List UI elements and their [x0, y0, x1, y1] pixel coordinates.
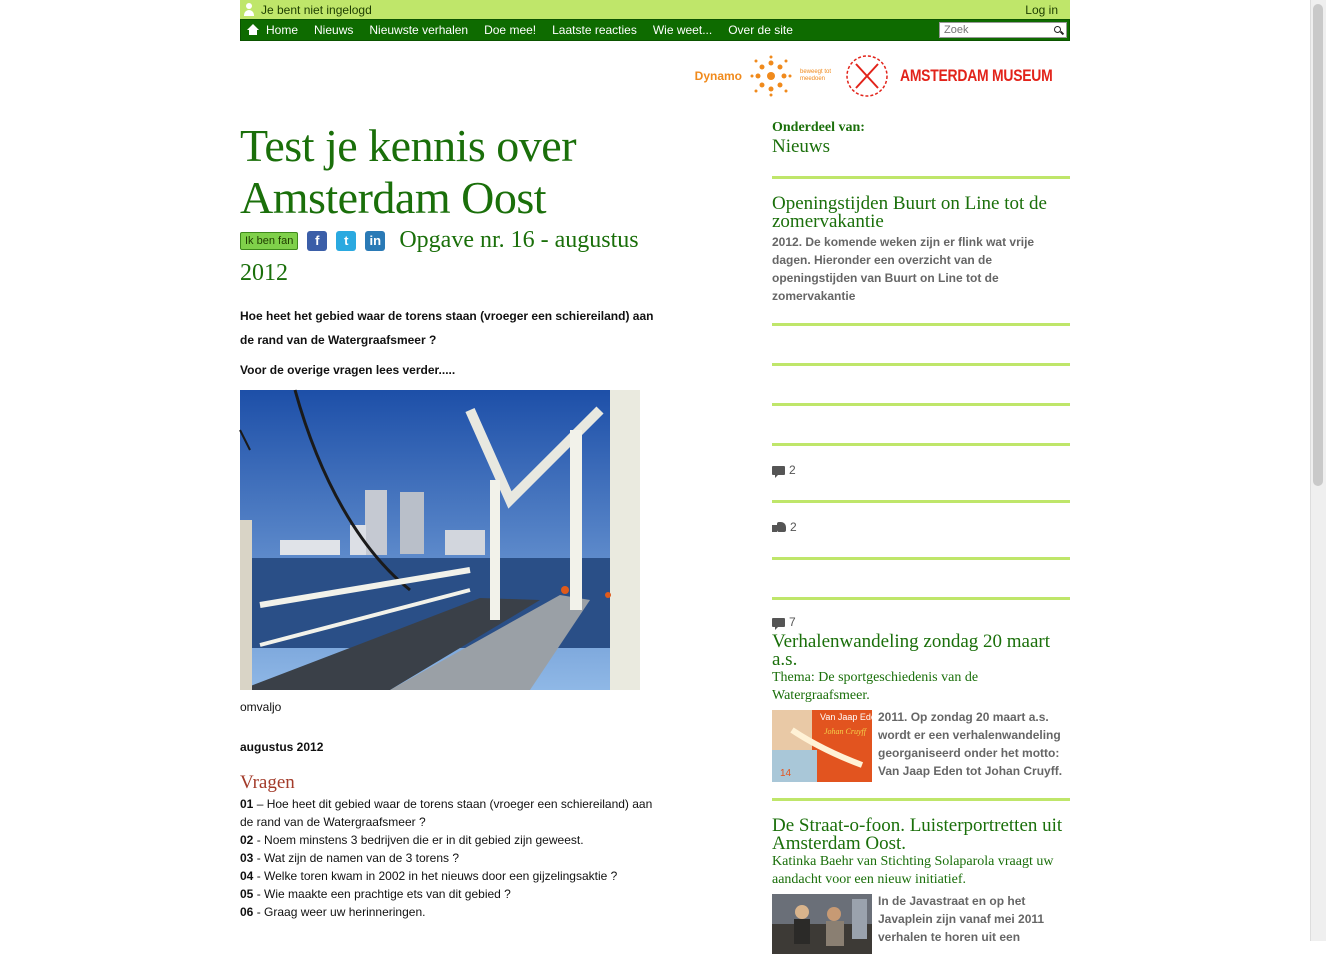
- sidebar-divider: [772, 363, 1070, 366]
- facebook-icon[interactable]: f: [307, 231, 327, 251]
- login-status-text: Je bent niet ingelogd: [261, 2, 372, 17]
- article-photo[interactable]: [240, 390, 640, 690]
- likes-stat[interactable]: [772, 520, 1070, 534]
- svg-text:Johan Cruyff: Johan Cruyff: [824, 727, 866, 736]
- likes-count: 2: [790, 520, 797, 534]
- main-nav: [240, 19, 1070, 41]
- part-of-label: Onderdeel van:: [772, 120, 865, 135]
- dynamo-logo-icon[interactable]: [750, 55, 792, 97]
- comments-count: 2: [789, 463, 796, 477]
- fan-button[interactable]: Ik ben fan: [240, 232, 298, 250]
- comment-icon: [772, 466, 785, 475]
- sidebar-divider: [772, 323, 1070, 326]
- sidebar-item-title[interactable]: Openingstijden Buurt on Line tot de zomervakantie: [772, 193, 1047, 232]
- twitter-icon[interactable]: t: [336, 231, 356, 251]
- login-status: [240, 3, 372, 17]
- article-intro: Hoe heet het gebied waar de torens staan (vroeger een schiereiland) aan de rand van de Watergraafsmeer ?: [240, 309, 654, 347]
- nav-laatste-reacties[interactable]: Laatste reacties: [552, 23, 637, 37]
- question-item: 05 - Wie maakte een prachtige ets van dit gebied ?: [240, 887, 511, 901]
- search-box: [939, 22, 1067, 38]
- sidebar-item-body: [772, 706, 1070, 782]
- questions-heading: Vragen: [240, 772, 295, 793]
- comment-icon: [772, 618, 785, 627]
- sidebar-item-title[interactable]: De Straat-o-foon. Luisterportretten uit Amsterdam Oost.: [772, 815, 1063, 854]
- user-icon: [243, 3, 255, 16]
- nav-wie-weet[interactable]: Wie weet...: [652, 23, 713, 37]
- partner-logos: [695, 52, 1070, 100]
- question-item: 03 - Wat zijn de namen van de 3 torens ?: [240, 851, 460, 865]
- question-item: 04 - Welke toren kwam in 2002 in het nieuws door een gijzelingsaktie ?: [240, 869, 618, 883]
- comments-stat[interactable]: [772, 615, 1070, 629]
- question-item: 02 - Noem minstens 3 bedrijven die er in dit gebied zijn geweest.: [240, 833, 584, 847]
- sidebar-divider: [772, 597, 1070, 600]
- sidebar-item: [772, 817, 1070, 954]
- sidebar: [772, 120, 1070, 954]
- sidebar-divider: [772, 443, 1070, 446]
- part-of-link[interactable]: Nieuws: [772, 136, 831, 157]
- search-input[interactable]: [940, 24, 1052, 36]
- sidebar-item-thumbnail[interactable]: [772, 710, 881, 782]
- article-date: augustus 2012: [240, 740, 324, 754]
- dynamo-logo-text[interactable]: Dynamo: [694, 69, 742, 83]
- question-item: 06 - Graag weer uw herinneringen.: [240, 905, 426, 919]
- sidebar-item-title[interactable]: Verhalenwandeling zondag 20 maart a.s.: [772, 631, 1051, 670]
- question-item: 01 – Hoe heet dit gebied waar de torens staan (vroeger een schiereiland) aan de rand van de Watergraafsmeer ?: [240, 797, 653, 829]
- article-read-more: Voor de overige vragen lees verder.....: [240, 363, 456, 377]
- home-icon[interactable]: [247, 24, 259, 36]
- comments-stat[interactable]: [772, 463, 1070, 477]
- scrollbar-thumb[interactable]: [1313, 4, 1323, 486]
- sidebar-item-text: In de Javastraat en op het Javaplein zijn vanaf mei 2011 verhalen te horen uit een: [878, 894, 1045, 944]
- login-link[interactable]: Log in: [1025, 2, 1058, 17]
- questions-list: [240, 795, 660, 921]
- linkedin-icon[interactable]: in: [365, 231, 385, 251]
- search-icon[interactable]: [1054, 26, 1063, 35]
- top-bar: [240, 0, 1070, 19]
- thumbs-up-icon: [772, 522, 786, 532]
- article-subtitle: Opgave nr. 16 - augustus 2012: [240, 227, 639, 286]
- photo-caption: omvaljo: [240, 700, 282, 714]
- sidebar-item: [772, 615, 1070, 782]
- sidebar-item: [772, 195, 1070, 305]
- museum-seal-icon[interactable]: [842, 52, 892, 100]
- comments-count: 7: [789, 615, 796, 629]
- nav-nieuws[interactable]: Nieuws: [314, 23, 354, 37]
- sidebar-divider: [772, 500, 1070, 503]
- vertical-scrollbar[interactable]: [1310, 0, 1326, 941]
- article-title: Test je kennis over Amsterdam Oost: [240, 120, 577, 223]
- dynamo-slogan: beweegt tot meedoen: [800, 69, 832, 82]
- sidebar-divider: [772, 403, 1070, 406]
- sidebar-item-body: [772, 890, 1070, 954]
- page-wrapper: [240, 0, 1070, 944]
- sidebar-item-thumbnail[interactable]: [772, 894, 872, 954]
- svg-text:Van Jaap Eden: Van Jaap Eden: [820, 712, 881, 722]
- nav-doe-mee[interactable]: Doe mee!: [484, 23, 537, 37]
- nav-nieuwste-verhalen[interactable]: Nieuwste verhalen: [369, 23, 469, 37]
- sidebar-item-subtitle: Katinka Baehr van Stichting Solaparola vraagt uw aandacht voor een nieuw initiatief.: [772, 854, 1054, 887]
- svg-text:14: 14: [780, 768, 792, 779]
- museum-logo-text[interactable]: AMSTERDAM MUSEUM: [900, 66, 1053, 85]
- sidebar-divider: [772, 176, 1070, 179]
- article: [240, 120, 660, 921]
- sidebar-divider: [772, 798, 1070, 801]
- article-subtitle-row: [240, 224, 660, 290]
- nav-over-de-site[interactable]: Over de site: [728, 23, 793, 37]
- nav-home[interactable]: Home: [266, 23, 299, 37]
- sidebar-item-subtitle: Thema: De sportgeschiedenis van de Watergraafsmeer.: [772, 670, 979, 703]
- sidebar-divider: [772, 557, 1070, 560]
- sidebar-item-text: 2011. Op zondag 20 maart a.s. wordt er een verhalenwandeling georganiseerd onder het motto: Van Jaap Eden tot Johan Cruyff.: [878, 710, 1063, 778]
- sidebar-item-text: 2012. De komende weken zijn er flink wat vrije dagen. Hieronder een overzicht van de openingstijden van Buurt on Line tot de zomervakantie: [772, 235, 1035, 303]
